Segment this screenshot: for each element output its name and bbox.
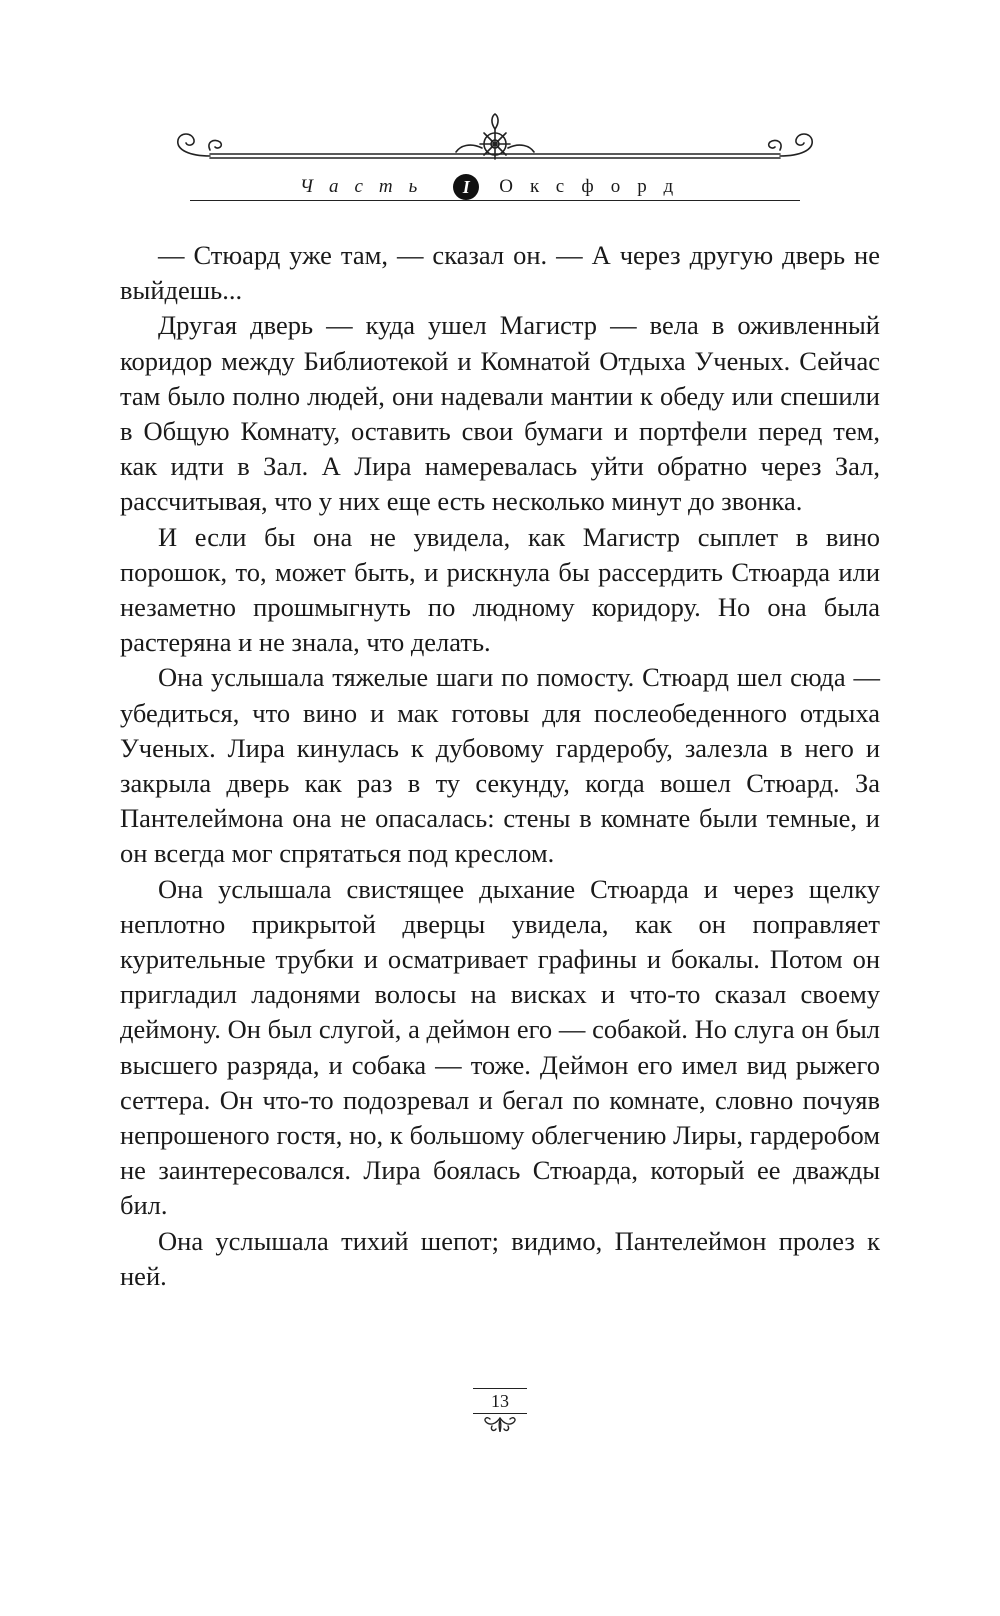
part-label: Часть	[299, 176, 434, 197]
paragraph-3: И если бы она не увидела, как Магистр сыплет в вино порошок, то, может быть, и рискнула бы рассердить Стюарда или незаметно прошмыгнуть по людному коридору. Но она была растеряна и не знала, что делать.	[120, 521, 880, 658]
folio-ornament-icon	[470, 1414, 530, 1436]
part-number-badge: I	[453, 174, 479, 200]
part-title: Оксфорд	[499, 176, 691, 197]
paragraph-4: Она услышала тяжелые шаги по помосту. Стюард шел сюда — убедиться, что вино и мак готовы для послеобеденного отдыха Ученых. Лира кинулась к дубовому гардеробу, залезла в него и закрыла дверь как раз в ту секунду, когда вошел Стюард. За Пантелеймона она не опасалась: стены в комнате были темные, и он всегда мог спрятаться под креслом.	[120, 662, 880, 869]
running-head	[190, 172, 800, 202]
paragraph-2: Другая дверь — куда ушел Магистр — вела в оживленный коридор между Библиотекой и Комнатой Отдыха Ученых. Сейчас там было полно людей, они надевали мантии к обеду или спешили в Общую Комнату, оставить свои бумаги и портфели перед тем, как идти в Зал. А Лира намеревалась уйти обратно через Зал, рассчитывая, что у них еще есть несколько минут до звонка.	[120, 310, 880, 517]
header-ornament	[170, 112, 820, 172]
page-number: 13	[491, 1391, 509, 1411]
header-rule	[190, 200, 800, 201]
paragraph-6: Она услышала тихий шепот; видимо, Пантелеймон пролез к ней.	[120, 1225, 880, 1291]
body-text	[120, 238, 880, 1294]
paragraph-1: — Стюард уже там, — сказал он. — А через другую дверь не выйдешь...	[120, 240, 880, 306]
page-folio	[445, 1388, 555, 1436]
paragraph-5: Она услышала свистящее дыхание Стюарда и через щелку неплотно прикрытой дверцы увидела, как он поправляет курительные трубки и осматривает графины и бокалы. Потом он пригладил ладонями волосы на висках и что-то сказал своему деймону. Он был слугой, а деймон его — собакой. Но слуга он был высшего разряда, и собака — тоже. Деймон его имел вид рыжего сеттера. Он что-то подозревал и бегал по комнате, словно почуяв непрошеного гостя, но, к большому облегчению Лиры, гардеробом не заинтересовался. Лира боялась Стюарда, который ее дважды бил.	[120, 873, 880, 1221]
